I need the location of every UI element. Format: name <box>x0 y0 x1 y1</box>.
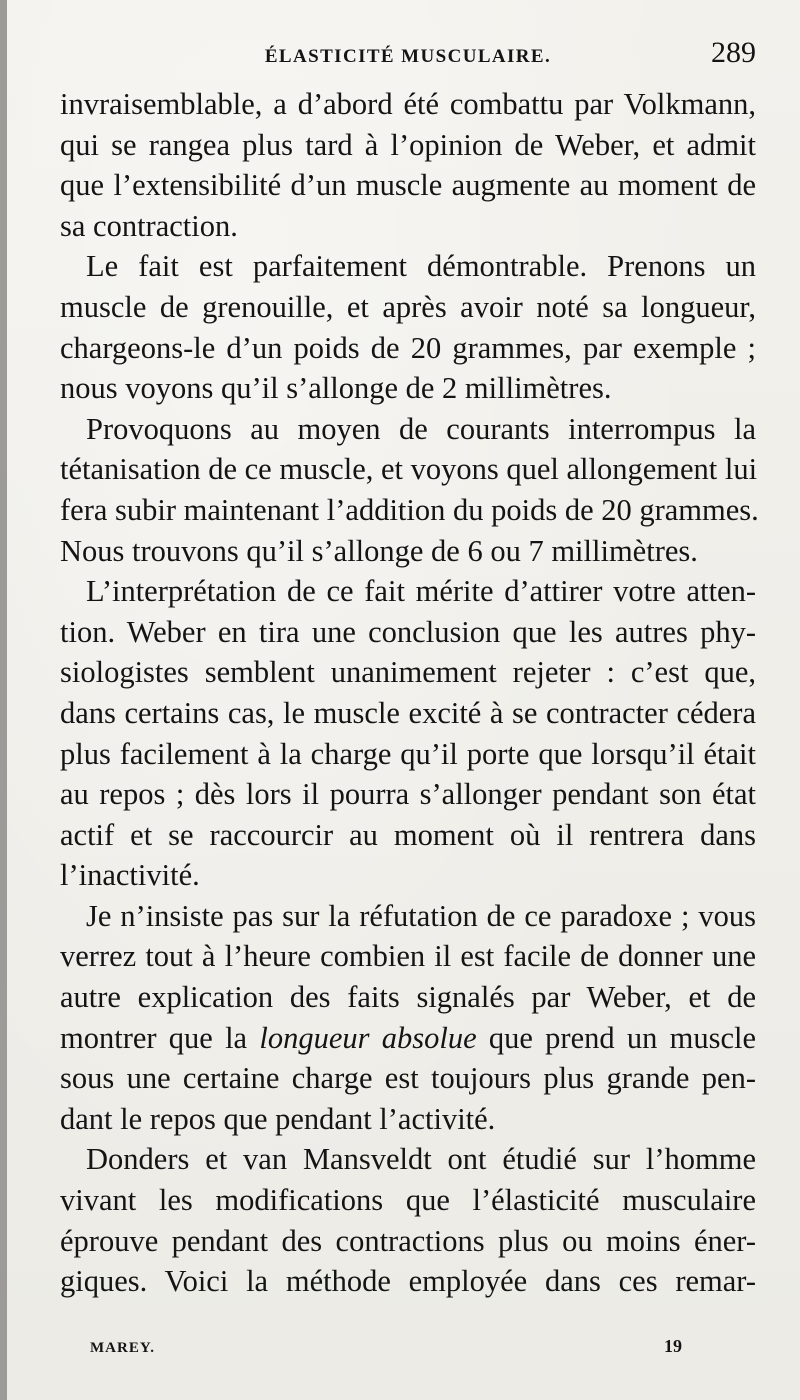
text-line: muscle de grenouille, et après avoir noté sa longueur, <box>60 289 756 324</box>
text-line-with-italic <box>60 1018 756 1059</box>
text-line: l’inactivité. <box>60 858 200 893</box>
text-line: plus facilement à la charge qu’il porte que lorsqu’il était <box>60 736 756 771</box>
text-line: Donders et van Mansveldt ont étudié sur l’homme <box>86 1142 756 1177</box>
text-line: nous voyons qu’il s’allonge de 2 millimètres. <box>60 371 612 406</box>
text-line: giques. Voici la méthode employée dans ces remar- <box>60 1264 756 1299</box>
text-line: dans certains cas, le muscle excité à se contracter cédera <box>60 695 756 730</box>
printer-signature: MAREY. <box>90 1340 156 1356</box>
text-line: tétanisation de ce muscle, et voyons quel allongement lui <box>60 452 758 487</box>
text-line: tion. Weber en tira une conclusion que les autres phy- <box>60 614 756 649</box>
text-line: sous une certaine charge est toujours plus grande pen- <box>60 1061 756 1096</box>
page-header <box>60 36 756 76</box>
text-line: verrez tout à l’heure combien il est facile de donner une <box>60 939 756 974</box>
text-line: autre explication des faits signalés par Weber, et de <box>60 980 756 1015</box>
text-line: éprouve pendant des contractions plus ou moins éner- <box>60 1223 756 1258</box>
text-line: vivant les modifications que l’élasticité musculaire <box>60 1183 756 1218</box>
text-line: actif et se raccourcir au moment où il rentrera dans <box>60 817 756 852</box>
text-line: siologistes semblent unanimement rejeter : c’est que, <box>60 655 756 690</box>
page-edge-shadow <box>0 0 7 1400</box>
text-line: fera subir maintenant l’addition du poids de 20 grammes. <box>60 492 759 527</box>
text-line: invraisemblable, a d’abord été combattu par Volkmann, <box>60 87 756 121</box>
text-line: Nous trouvons qu’il s’allonge de 6 ou 7 millimètres. <box>60 533 698 568</box>
text-line: au repos ; dès lors il pourra s’allonger pendant son état <box>60 777 756 812</box>
text-line: Je n’insiste pas sur la réfutation de ce paradoxe ; vous <box>86 898 756 933</box>
page-footer <box>60 1336 756 1366</box>
text-line: Provoquons au moyen de courants interrompus la <box>86 411 756 446</box>
text-line: que l’extensibilité d’un muscle augmente au moment de <box>60 168 756 203</box>
text-segment: que prend un muscle <box>476 1020 756 1055</box>
text-line: sa contraction. <box>60 208 238 243</box>
text-line: qui se rangea plus tard à l’opinion de Weber, et admit <box>60 127 756 162</box>
signature-number: 19 <box>664 1336 682 1356</box>
text-line: L’interprétation de ce fait mérite d’attirer votre atten- <box>86 574 756 609</box>
body-text <box>60 84 759 1302</box>
italic-phrase: longueur absolue <box>259 1020 477 1055</box>
text-segment: montrer que la <box>60 1020 260 1055</box>
text-line: dant le repos que pendant l’activité. <box>60 1101 496 1136</box>
page-number: 289 <box>711 36 756 69</box>
text-line: chargeons-le d’un poids de 20 grammes, par exemple ; <box>60 330 756 365</box>
running-title: ÉLASTICITÉ MUSCULAIRE. <box>264 46 552 67</box>
text-line: Le fait est parfaitement démontrable. Prenons un <box>86 249 756 284</box>
